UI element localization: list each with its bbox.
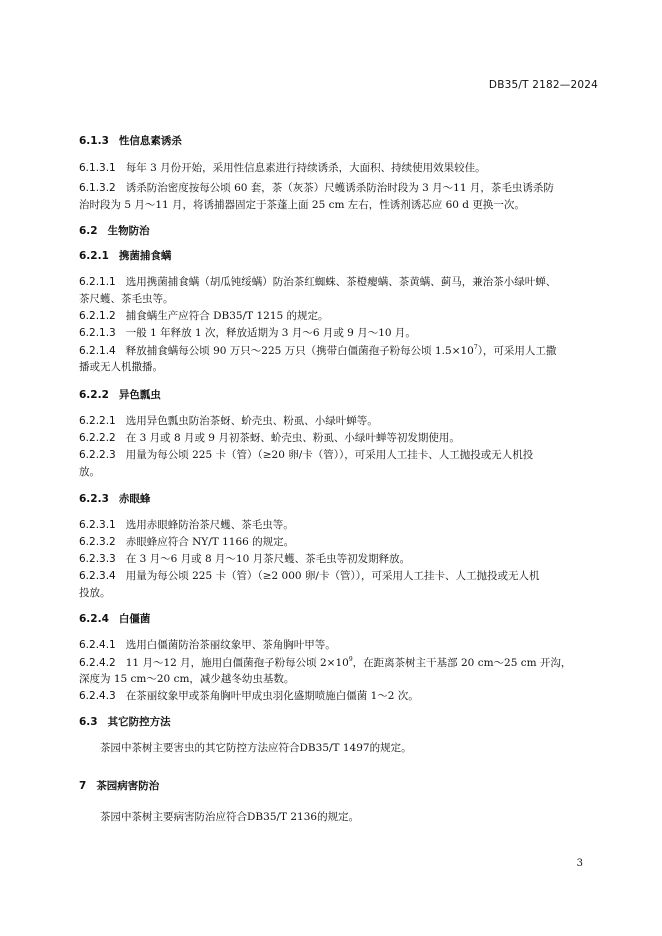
clause-6-2-1-3 bbox=[79, 328, 416, 339]
clause-6-2-3-3 bbox=[79, 554, 410, 565]
clause-number: 6.2.1.3 bbox=[79, 327, 116, 339]
section-number: 6.2.1 bbox=[79, 250, 109, 262]
clause-6-2-3-4-cont: 投放。 bbox=[79, 587, 111, 599]
heading-6-2 bbox=[79, 226, 150, 237]
clause-6-2-1-1-cont: 茶尺蠖、茶毛虫等。 bbox=[79, 293, 174, 305]
clause-number: 6.2.4.1 bbox=[79, 639, 116, 651]
clause-text: 在茶丽纹象甲或茶角胸叶甲成虫羽化盛期喷施白僵菌 1～2 次。 bbox=[125, 690, 419, 702]
clause-text: 选用白僵菌防治茶丽纹象甲、茶角胸叶甲等。 bbox=[125, 639, 336, 651]
clause-number: 6.2.1.2 bbox=[79, 310, 116, 322]
document-code: DB35/T 2182—2024 bbox=[488, 79, 598, 91]
clause-6-2-2-3 bbox=[79, 450, 533, 461]
clause-6-2-4-3 bbox=[79, 691, 419, 702]
heading-6-2-1 bbox=[79, 251, 171, 262]
clause-6-2-4-2 bbox=[79, 657, 571, 669]
clause-number: 6.1.3.1 bbox=[79, 162, 116, 174]
clause-text: 用量为每公顷 225 卡（管）（≥2 000 卵/卡（管）），可采用人工挂卡、人工抛投或无人机 bbox=[125, 570, 540, 582]
clause-text: 赤眼蜂应符合 NY/T 1166 的规定。 bbox=[125, 536, 295, 548]
document-body bbox=[79, 0, 600, 936]
clause-6-2-3-2 bbox=[79, 537, 294, 548]
section-title: 白僵菌 bbox=[118, 613, 151, 625]
clause-number: 6.2.4.2 bbox=[79, 657, 116, 669]
clause-number: 6.2.3.4 bbox=[79, 570, 116, 582]
clause-number: 6.2.1.4 bbox=[79, 345, 116, 357]
heading-6-1-3 bbox=[79, 136, 182, 147]
superscript: 9 bbox=[348, 656, 353, 663]
clause-text: 11 月～12 月，施用白僵菌孢子粉每公顷 2×10 bbox=[125, 657, 349, 669]
section-title: 携菌捕食螨 bbox=[118, 250, 172, 262]
clause-text: 选用携菌捕食螨（胡瓜钝绥螨）防治茶红蜘蛛、茶橙瘿螨、茶黄螨、蓟马，兼治茶小绿叶蝉、 bbox=[125, 276, 557, 288]
section-number: 6.2 bbox=[79, 225, 98, 237]
clause-number: 6.2.4.3 bbox=[79, 690, 116, 702]
clause-6-2-2-3-cont: 放。 bbox=[79, 466, 100, 478]
clause-text: 释放捕食螨每公顷 90 万只～225 万只（携带白僵菌孢子粉每公顷 1.5×10 bbox=[125, 345, 474, 357]
clause-number: 6.1.3.2 bbox=[79, 182, 116, 194]
heading-6-3 bbox=[79, 717, 171, 728]
section-number: 6.3 bbox=[79, 716, 98, 728]
clause-text: ），可采用人工撒 bbox=[477, 345, 557, 357]
clause-number: 6.2.3.1 bbox=[79, 519, 116, 531]
clause-text: 捕食螨生产应符合 DB35/T 1215 的规定。 bbox=[125, 310, 329, 322]
clause-number: 6.2.3.2 bbox=[79, 536, 116, 548]
clause-text: 诱杀防治密度按每公顷 60 套，茶（灰茶）尺蠖诱杀防治时段为 3 月～11 月，茶毛虫诱杀防 bbox=[125, 182, 554, 194]
section-title: 茶园病害防治 bbox=[96, 780, 160, 792]
clause-6-2-1-4-cont: 播或无人机撒播。 bbox=[79, 361, 163, 373]
clause-text: 选用异色瓢虫防治茶蚜、蚧壳虫、粉虱、小绿叶蝉等。 bbox=[125, 415, 378, 427]
section-title: 赤眼蜂 bbox=[118, 493, 151, 505]
section-title: 生物防治 bbox=[107, 225, 150, 237]
heading-7 bbox=[79, 781, 159, 792]
clause-number: 6.2.2.1 bbox=[79, 415, 116, 427]
section-number: 6.2.4 bbox=[79, 613, 109, 625]
page-number: 3 bbox=[576, 858, 583, 869]
clause-number: 6.2.2.3 bbox=[79, 449, 116, 461]
clause-number: 6.2.1.1 bbox=[79, 276, 116, 288]
clause-6-2-4-2-cont: 深度为 15 cm～20 cm，减少越冬幼虫基数。 bbox=[79, 673, 295, 685]
section-title: 异色瓢虫 bbox=[118, 389, 161, 401]
clause-6-1-3-2 bbox=[79, 183, 554, 194]
clause-6-2-3-1 bbox=[79, 520, 294, 531]
clause-text: 在 3 月～6 月或 8 月～10 月茶尺蠖、茶毛虫等初发期释放。 bbox=[125, 553, 411, 565]
section-number: 6.2.2 bbox=[79, 389, 109, 401]
clause-6-2-4-1 bbox=[79, 640, 336, 651]
clause-text: ，在距离茶树主干基部 20 cm～25 cm 开沟， bbox=[352, 657, 572, 669]
superscript: 7 bbox=[473, 344, 478, 351]
clause-6-2-1-2 bbox=[79, 311, 329, 322]
clause-6-2-2-1 bbox=[79, 416, 378, 427]
heading-6-2-3 bbox=[79, 494, 150, 505]
section-title: 性信息素诱杀 bbox=[118, 135, 182, 147]
heading-6-2-2 bbox=[79, 390, 161, 401]
clause-text: 选用赤眼蜂防治茶尺蠖、茶毛虫等。 bbox=[125, 519, 294, 531]
paragraph-6-3: 茶园中茶树主要害虫的其它防控方法应符合DB35/T 1497的规定。 bbox=[100, 742, 412, 754]
clause-6-1-3-2-cont: 治时段为 5 月～11 月，将诱捕器固定于茶蓬上面 25 cm 左右，性诱剂诱芯应 60 d 更换一次。 bbox=[79, 199, 525, 211]
clause-text: 用量为每公顷 225 卡（管）（≥20 卵/卡（管）），可采用人工挂卡、人工抛投或无人机投 bbox=[125, 449, 534, 461]
clause-6-2-1-1 bbox=[79, 277, 556, 288]
clause-6-1-3-1 bbox=[79, 163, 486, 174]
section-number: 6.2.3 bbox=[79, 493, 109, 505]
clause-number: 6.2.2.2 bbox=[79, 432, 116, 444]
heading-6-2-4 bbox=[79, 614, 150, 625]
paragraph-7: 茶园中茶树主要病害防治应符合DB35/T 2136的规定。 bbox=[100, 811, 360, 823]
section-title: 其它防控方法 bbox=[107, 716, 171, 728]
clause-number: 6.2.3.3 bbox=[79, 553, 116, 565]
clause-text: 每年 3 月份开始，采用性信息素进行持续诱杀，大面积、持续使用效果较佳。 bbox=[125, 162, 486, 174]
section-number: 7 bbox=[79, 780, 87, 792]
clause-6-2-2-2 bbox=[79, 433, 460, 444]
clause-text: 一般 1 年释放 1 次，释放适期为 3 月～6 月或 9 月～10 月。 bbox=[125, 327, 416, 339]
clause-6-2-1-4 bbox=[79, 345, 556, 357]
section-number: 6.1.3 bbox=[79, 135, 109, 147]
clause-6-2-3-4 bbox=[79, 571, 539, 582]
clause-text: 在 3 月或 8 月或 9 月初茶蚜、蚧壳虫、粉虱、小绿叶蝉等初发期使用。 bbox=[125, 432, 460, 444]
